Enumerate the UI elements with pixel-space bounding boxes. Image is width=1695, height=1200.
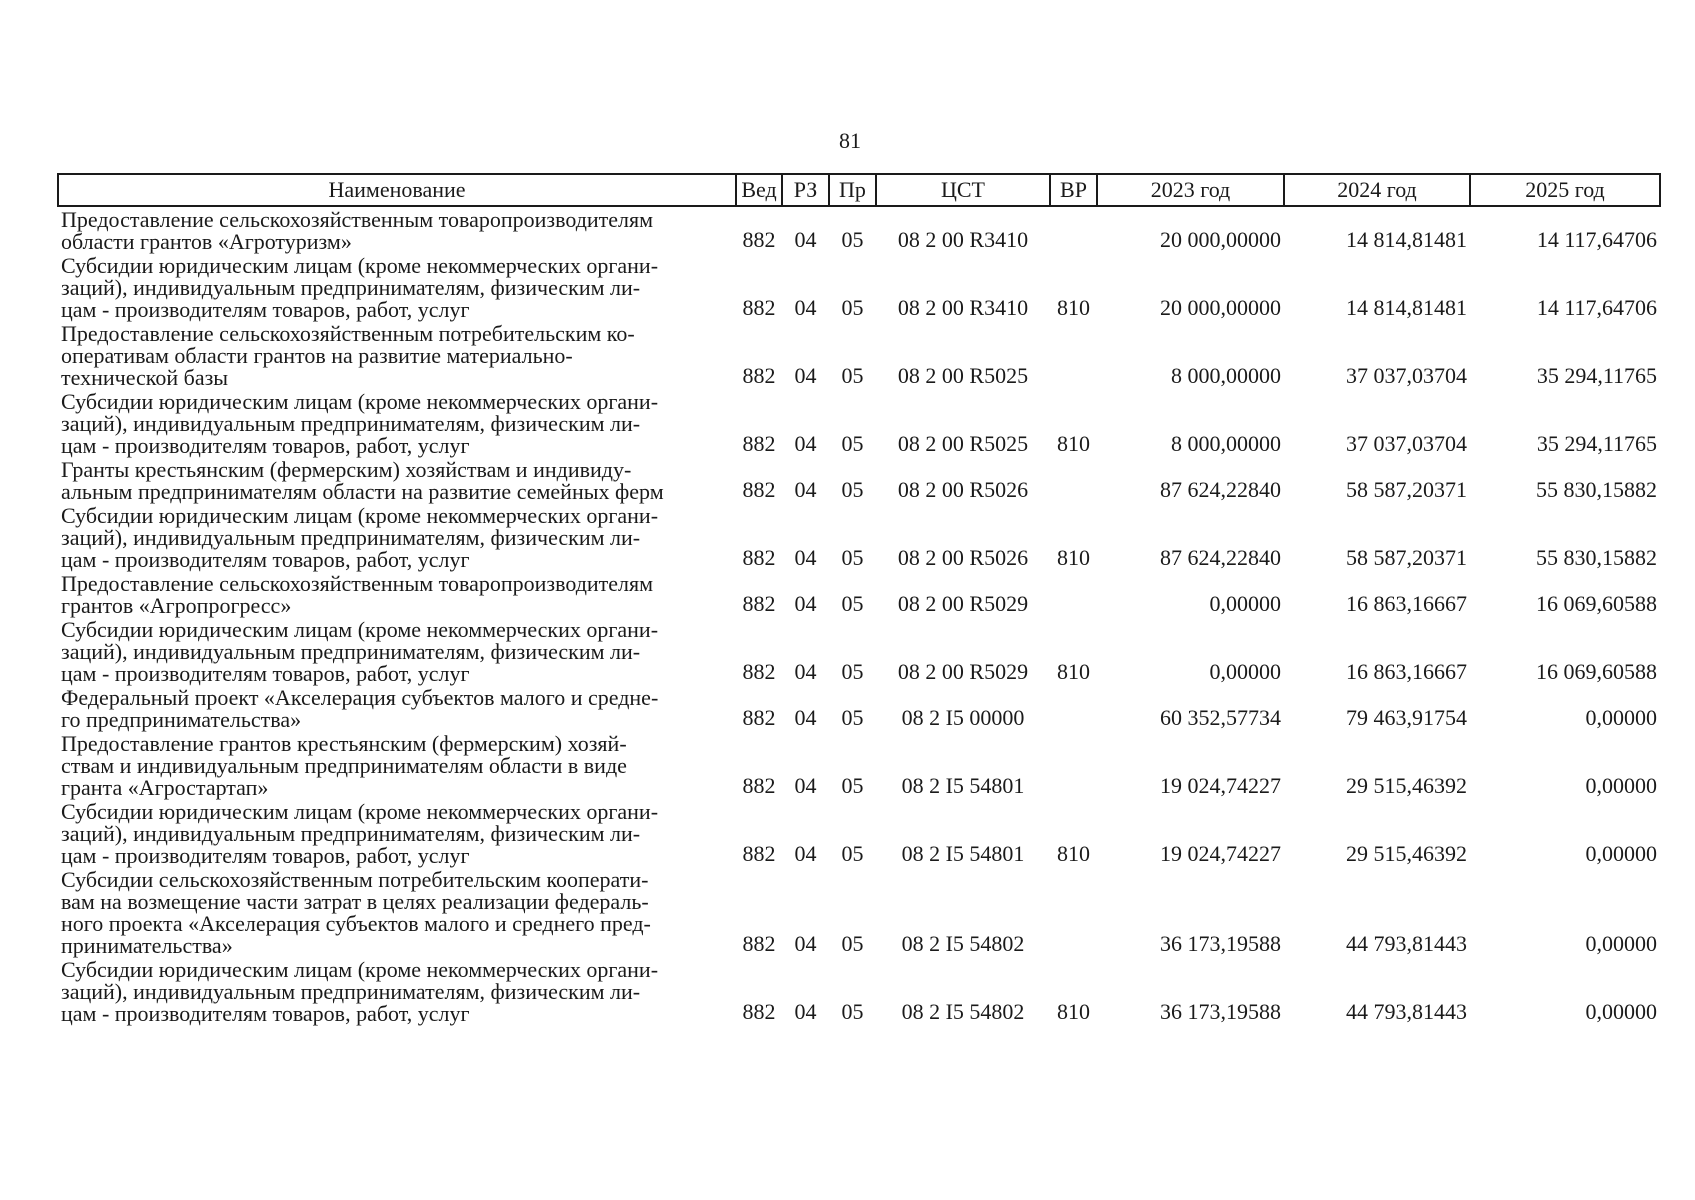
cell-2023: 0,00000 (1209, 659, 1281, 684)
cell-pr: 05 (841, 773, 864, 798)
name-line: Субсидии юридическим лицам (кроме некоммерческих органи- (61, 253, 659, 278)
cell-pr: 05 (841, 295, 864, 320)
table-row (58, 731, 1660, 799)
name-line: цам - производителям товаров, работ, услуг (61, 547, 470, 572)
cell-rz: 04 (794, 545, 817, 570)
name-line: Субсидии юридическим лицам (кроме некоммерческих органи- (61, 503, 659, 528)
name-line: цам - производителям товаров, работ, услуг (61, 433, 470, 458)
cell-vr (1050, 457, 1097, 503)
name-line: Субсидии сельскохозяйственным потребительским кооперати- (61, 867, 649, 892)
cell-name (58, 457, 736, 503)
cell-rz: 04 (794, 705, 817, 730)
name-line: цам - производителям товаров, работ, услуг (61, 1001, 470, 1026)
cell-ved: 882 (742, 931, 776, 956)
cell-cst: 08 2 I5 54802 (901, 999, 1025, 1024)
cell-2024: 58 587,20371 (1346, 477, 1467, 502)
cell-name (58, 503, 736, 571)
cell-2025: 14 117,64706 (1536, 295, 1657, 320)
name-line: ствам и индивидуальным предпринимателям области в виде (61, 753, 627, 778)
table-row (58, 617, 1660, 685)
cell-vr: 810 (1057, 295, 1090, 320)
cell-ved: 882 (742, 841, 776, 866)
cell-cst: 08 2 I5 54802 (901, 931, 1025, 956)
name-line: грантов «Агропрогресс» (61, 593, 292, 618)
cell-pr: 05 (841, 227, 864, 252)
cell-2025: 0,00000 (1585, 841, 1657, 866)
cell-pr: 05 (841, 477, 864, 502)
header-2023: 2023 год (1097, 174, 1284, 206)
table-row (58, 571, 1660, 617)
cell-ved: 882 (742, 477, 776, 502)
cell-2024: 29 515,46392 (1346, 773, 1467, 798)
name-line: Предоставление сельскохозяйственным товаропроизводителям (61, 207, 654, 232)
cell-name (58, 206, 736, 253)
cell-ved: 882 (742, 227, 776, 252)
cell-2025: 14 117,64706 (1536, 227, 1657, 252)
name-line: Субсидии юридическим лицам (кроме некоммерческих органи- (61, 957, 659, 982)
cell-2023: 36 173,19588 (1160, 999, 1281, 1024)
cell-rz: 04 (794, 773, 817, 798)
cell-rz: 04 (794, 477, 817, 502)
name-line: цам - производителям товаров, работ, услуг (61, 843, 470, 868)
name-line: заций), индивидуальным предпринимателям, физическим ли- (61, 525, 641, 550)
cell-2024: 37 037,03704 (1346, 363, 1467, 388)
cell-2025: 55 830,15882 (1536, 545, 1657, 570)
cell-pr: 05 (841, 659, 864, 684)
cell-vr (1050, 321, 1097, 389)
cell-rz: 04 (794, 295, 817, 320)
cell-name (58, 867, 736, 957)
name-line: технической базы (61, 365, 229, 390)
cell-2025: 55 830,15882 (1536, 477, 1657, 502)
cell-pr: 05 (841, 545, 864, 570)
cell-2023: 19 024,74227 (1160, 841, 1281, 866)
cell-vr: 810 (1057, 545, 1090, 570)
name-line: цам - производителям товаров, работ, услуг (61, 297, 470, 322)
cell-2025: 0,00000 (1585, 773, 1657, 798)
table-row (58, 503, 1660, 571)
cell-ved: 882 (742, 591, 776, 616)
name-line: альным предпринимателям области на развитие семейных ферм (61, 479, 664, 504)
cell-vr (1050, 206, 1097, 253)
cell-2023: 19 024,74227 (1160, 773, 1281, 798)
cell-rz: 04 (794, 227, 817, 252)
cell-ved: 882 (742, 705, 776, 730)
name-line: го предпринимательства» (61, 707, 302, 732)
name-line: цам - производителям товаров, работ, услуг (61, 661, 470, 686)
cell-cst: 08 2 I5 54801 (901, 773, 1025, 798)
cell-cst: 08 2 00 R5025 (897, 363, 1029, 388)
cell-cst: 08 2 I5 54801 (901, 841, 1025, 866)
cell-ved: 882 (742, 363, 776, 388)
cell-2023: 8 000,00000 (1171, 431, 1281, 456)
cell-2025: 16 069,60588 (1536, 659, 1657, 684)
cell-cst: 08 2 00 R5026 (897, 477, 1029, 502)
cell-rz: 04 (794, 999, 817, 1024)
name-line: оперативам области грантов на развитие материально- (61, 343, 573, 368)
header-name: Наименование (58, 174, 736, 206)
name-line: Гранты крестьянским (фермерским) хозяйствам и индивиду- (61, 457, 632, 482)
cell-name (58, 957, 736, 1025)
cell-vr (1050, 867, 1097, 957)
cell-pr: 05 (841, 705, 864, 730)
cell-vr: 810 (1057, 431, 1090, 456)
cell-pr: 05 (841, 999, 864, 1024)
cell-2024: 37 037,03704 (1346, 431, 1467, 456)
cell-2025: 35 294,11765 (1536, 363, 1657, 388)
cell-2023: 87 624,22840 (1160, 477, 1281, 502)
cell-ved: 882 (742, 999, 776, 1024)
cell-cst: 08 2 00 R3410 (897, 295, 1029, 320)
name-line: заций), индивидуальным предпринимателям, физическим ли- (61, 411, 641, 436)
cell-name (58, 321, 736, 389)
cell-2024: 44 793,81443 (1346, 999, 1467, 1024)
table-row (58, 253, 1660, 321)
cell-cst: 08 2 I5 00000 (901, 705, 1025, 730)
name-line: области грантов «Агротуризм» (61, 229, 352, 254)
cell-2023: 20 000,00000 (1160, 295, 1281, 320)
cell-2023: 20 000,00000 (1160, 227, 1281, 252)
table-row (58, 457, 1660, 503)
cell-name (58, 685, 736, 731)
name-line: заций), индивидуальным предпринимателям, физическим ли- (61, 979, 641, 1004)
header-ved: Вед (736, 174, 782, 206)
budget-table (57, 173, 1661, 1025)
name-line: заций), индивидуальным предпринимателям, физическим ли- (61, 821, 641, 846)
cell-rz: 04 (794, 931, 817, 956)
cell-2024: 58 587,20371 (1346, 545, 1467, 570)
cell-2024: 16 863,16667 (1346, 659, 1467, 684)
cell-name (58, 799, 736, 867)
name-line: Субсидии юридическим лицам (кроме некоммерческих органи- (61, 799, 659, 824)
cell-vr: 810 (1057, 999, 1090, 1024)
header-cst: ЦСТ (876, 174, 1050, 206)
cell-2024: 14 814,81481 (1346, 227, 1467, 252)
name-line: заций), индивидуальным предпринимателям, физическим ли- (61, 275, 641, 300)
cell-rz: 04 (794, 431, 817, 456)
cell-cst: 08 2 00 R5026 (897, 545, 1029, 570)
cell-ved: 882 (742, 773, 776, 798)
cell-pr: 05 (841, 841, 864, 866)
cell-rz: 04 (794, 659, 817, 684)
name-line: ного проекта «Акселерация субъектов малого и среднего пред- (61, 911, 651, 936)
table-body (58, 206, 1660, 1025)
cell-cst: 08 2 00 R5029 (897, 659, 1029, 684)
cell-2023: 36 173,19588 (1160, 931, 1281, 956)
name-line: Предоставление сельскохозяйственным потребительским ко- (61, 321, 635, 346)
cell-2023: 60 352,57734 (1160, 705, 1281, 730)
cell-2025: 0,00000 (1585, 705, 1657, 730)
table-row (58, 206, 1660, 253)
cell-vr (1050, 571, 1097, 617)
cell-rz: 04 (794, 841, 817, 866)
table-row (58, 685, 1660, 731)
name-line: Субсидии юридическим лицам (кроме некоммерческих органи- (61, 389, 659, 414)
cell-2024: 14 814,81481 (1346, 295, 1467, 320)
name-line: принимательства» (61, 933, 233, 958)
cell-name (58, 389, 736, 457)
name-line: гранта «Агростартап» (61, 775, 269, 800)
cell-ved: 882 (742, 545, 776, 570)
cell-2024: 44 793,81443 (1346, 931, 1467, 956)
cell-2025: 0,00000 (1585, 999, 1657, 1024)
table-row (58, 389, 1660, 457)
name-line: Субсидии юридическим лицам (кроме некоммерческих органи- (61, 617, 659, 642)
cell-cst: 08 2 00 R5029 (897, 591, 1029, 616)
table-row (58, 799, 1660, 867)
cell-2023: 87 624,22840 (1160, 545, 1281, 570)
cell-pr: 05 (841, 591, 864, 616)
cell-name (58, 617, 736, 685)
cell-2025: 0,00000 (1585, 931, 1657, 956)
cell-2025: 16 069,60588 (1536, 591, 1657, 616)
cell-cst: 08 2 00 R3410 (897, 227, 1029, 252)
cell-pr: 05 (841, 931, 864, 956)
cell-name (58, 253, 736, 321)
cell-vr (1050, 685, 1097, 731)
cell-cst: 08 2 00 R5025 (897, 431, 1029, 456)
header-2024: 2024 год (1284, 174, 1470, 206)
cell-rz: 04 (794, 363, 817, 388)
cell-2024: 16 863,16667 (1346, 591, 1467, 616)
cell-2024: 79 463,91754 (1346, 705, 1467, 730)
cell-name (58, 571, 736, 617)
cell-vr (1050, 731, 1097, 799)
cell-vr: 810 (1057, 659, 1090, 684)
cell-name (58, 731, 736, 799)
cell-ved: 882 (742, 431, 776, 456)
table-header (58, 174, 1660, 206)
cell-2023: 0,00000 (1209, 591, 1281, 616)
name-line: Федеральный проект «Акселерация субъектов малого и средне- (61, 685, 659, 710)
header-rz: РЗ (782, 174, 829, 206)
name-line: вам на возмещение части затрат в целях реализации федераль- (61, 889, 649, 914)
name-line: Предоставление грантов крестьянским (фермерским) хозяй- (61, 731, 627, 756)
table-row (58, 957, 1660, 1025)
name-line: Предоставление сельскохозяйственным товаропроизводителям (61, 571, 654, 596)
cell-pr: 05 (841, 431, 864, 456)
cell-vr: 810 (1057, 841, 1090, 866)
name-line: заций), индивидуальным предпринимателям, физическим ли- (61, 639, 641, 664)
header-2025: 2025 год (1470, 174, 1660, 206)
cell-rz: 04 (794, 591, 817, 616)
page-number: 81 (839, 128, 861, 153)
cell-2023: 8 000,00000 (1171, 363, 1281, 388)
header-pr: Пр (829, 174, 876, 206)
cell-2024: 29 515,46392 (1346, 841, 1467, 866)
cell-2025: 35 294,11765 (1536, 431, 1657, 456)
cell-ved: 882 (742, 295, 776, 320)
header-vr: ВР (1050, 174, 1097, 206)
cell-pr: 05 (841, 363, 864, 388)
cell-ved: 882 (742, 659, 776, 684)
table-row (58, 321, 1660, 389)
table-row (58, 867, 1660, 957)
